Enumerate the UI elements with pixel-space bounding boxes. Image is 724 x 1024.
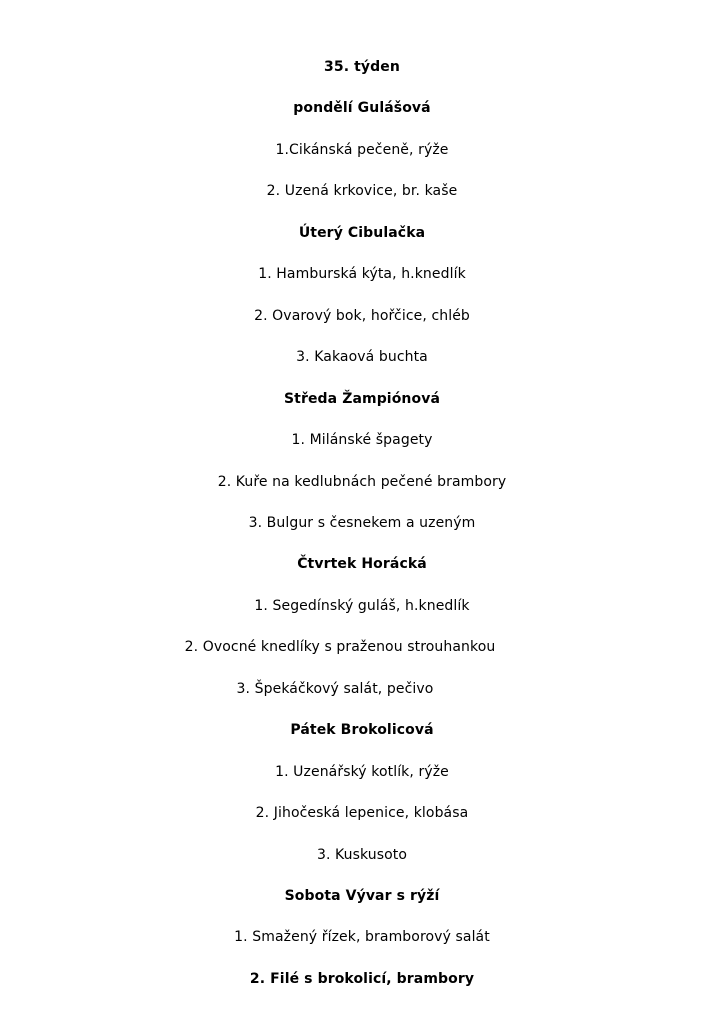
menu-item: 1.Cikánská pečeně, rýže — [275, 142, 449, 158]
menu-item: 1. Uzenářský kotlík, rýže — [275, 764, 449, 780]
day-heading-saturday: Sobota Vývar s rýží — [284, 888, 440, 904]
menu-item: 1. Smažený řízek, bramborový salát — [234, 929, 490, 945]
day-heading-monday: pondělí Gulášová — [293, 100, 431, 116]
menu-item: 3. Kuskusoto — [316, 847, 408, 863]
menu-item: 2. Kuře na kedlubnách pečené brambory — [217, 474, 507, 490]
menu-item: 3. Špekáčkový salát, pečivo — [236, 681, 434, 697]
menu-item: 2. Uzená krkovice, br. kaše — [266, 183, 458, 199]
menu-item: 3. Kakaová buchta — [296, 349, 428, 365]
week-title: 35. týden — [324, 59, 400, 75]
day-heading-tuesday: Úterý Cibulačka — [298, 225, 426, 241]
day-heading-wednesday: Středa Žampiónová — [283, 391, 440, 407]
menu-item: 2. Filé s brokolicí, brambory — [249, 971, 475, 987]
day-heading-friday: Pátek Brokolicová — [290, 722, 434, 738]
menu-item: 1. Hamburská kýta, h.knedlík — [258, 266, 466, 282]
menu-item: 1. Milánské špagety — [291, 432, 433, 448]
menu-item: 2. Ovocné knedlíky s praženou strouhankou — [184, 639, 496, 655]
day-heading-thursday: Čtvrtek Horácká — [297, 556, 427, 572]
menu-item: 2. Jihočeská lepenice, klobása — [255, 805, 469, 821]
menu-item: 1. Segedínský guláš, h.knedlík — [254, 598, 470, 614]
menu-item: 3. Bulgur s česnekem a uzeným — [248, 515, 476, 531]
menu-item: 2. Ovarový bok, hořčice, chléb — [254, 308, 470, 324]
